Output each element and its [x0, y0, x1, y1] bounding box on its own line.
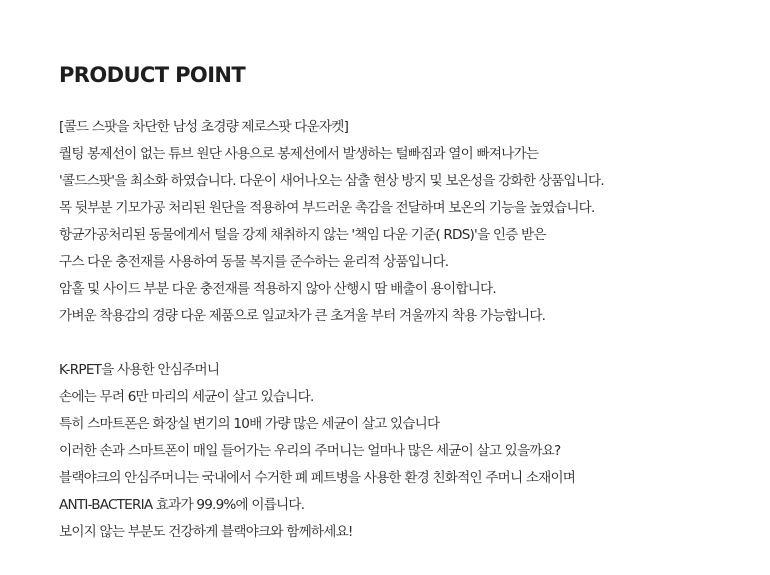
pocket-description-block [59, 357, 749, 546]
description-line: [콜드 스팟을 차단한 남성 초경량 제로스팟 다운자켓] [59, 119, 349, 135]
description-line: ANTI-BACTERIA 효과가 99.9%에 이릅니다. [59, 497, 305, 513]
description-line: 퀄팅 봉제선이 없는 튜브 원단 사용으로 봉제선에서 발생하는 털빠짐과 열이 빠져나가는 [59, 146, 539, 162]
description-line: 블랙야크의 안심주머니는 국내에서 수거한 폐 페트병을 사용한 환경 친화적인 주머니 소재이며 [59, 470, 576, 486]
description-line: 항균가공처리된 동물에게서 털을 강제 채취하지 않는 '책임 다운 기준( RDS)'을 인증 받은 [59, 227, 546, 243]
description-line: 손에는 무려 6만 마리의 세균이 살고 있습니다. [59, 389, 314, 405]
description-line: 목 뒷부분 기모가공 처리된 원단을 적용하여 부드러운 촉감을 전달하며 보온의 기능을 높였습니다. [59, 200, 595, 216]
description-line: '콜드스팟'을 최소화 하였습니다. 다운이 새어나오는 삼출 현상 방지 및 보온성을 강화한 상품입니다. [59, 173, 604, 189]
description-line: 구스 다운 충전재를 사용하여 동물 복지를 준수하는 윤리적 상품입니다. [59, 254, 449, 270]
description-line: 암홀 및 사이드 부분 다운 충전재를 적용하지 않아 산행시 땀 배출이 용이합니다. [59, 281, 496, 297]
description-line: 보이지 않는 부분도 건강하게 블랙야크와 함께하세요! [59, 524, 353, 540]
description-line: K-RPET을 사용한 안심주머니 [59, 362, 220, 378]
description-line: 가벼운 착용감의 경량 다운 제품으로 일교차가 큰 초겨울 부터 겨울까지 착용 가능합니다. [59, 308, 546, 324]
product-description-block [59, 114, 749, 330]
section-heading: PRODUCT POINT [59, 63, 246, 87]
description-line: 특히 스마트폰은 화장실 변기의 10배 가량 많은 세균이 살고 있습니다 [59, 416, 440, 432]
description-line: 이러한 손과 스마트폰이 매일 들어가는 우리의 주머니는 얼마나 많은 세균이 살고 있을까요? [59, 443, 561, 459]
